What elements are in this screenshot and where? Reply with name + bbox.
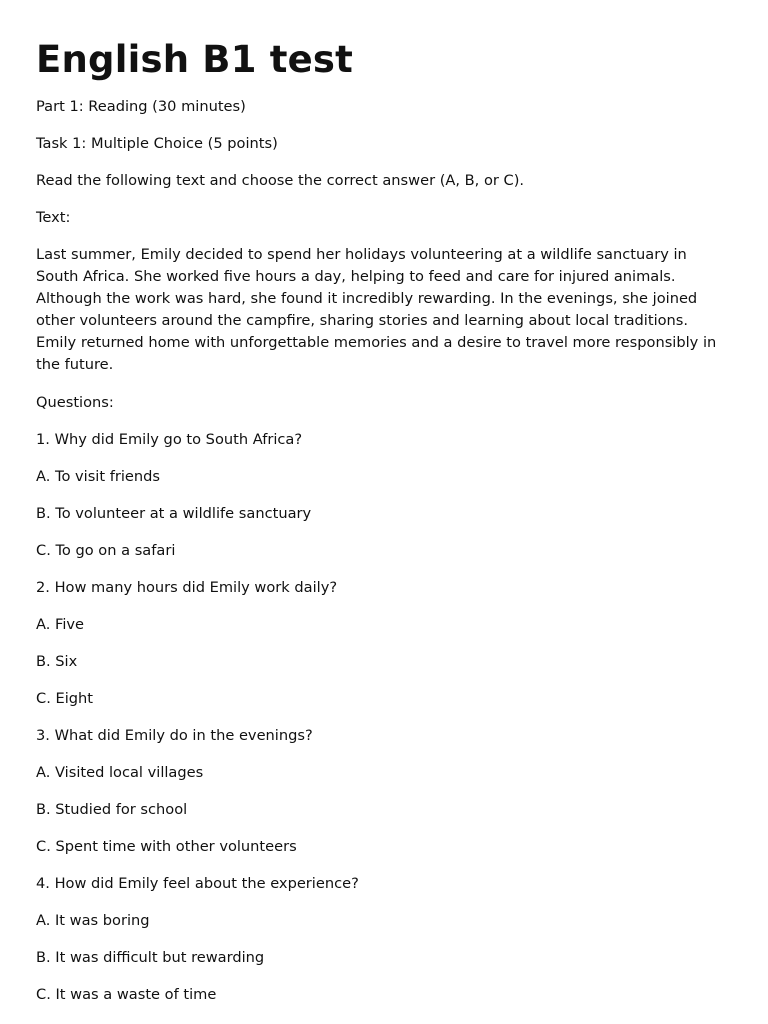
part-heading: Part 1: Reading (30 minutes) — [36, 98, 246, 115]
answer-option: C. It was a waste of time — [36, 986, 217, 1003]
answer-option: B. It was difficult but rewarding — [36, 949, 265, 966]
text-label: Text: — [36, 209, 71, 226]
answer-option: B. Six — [36, 653, 78, 670]
instructions: Read the following text and choose the correct answer (A, B, or C). — [36, 172, 525, 189]
answer-option: A. Five — [36, 616, 85, 633]
answer-option: A. Visited local villages — [36, 764, 204, 781]
answer-option: C. Eight — [36, 690, 93, 707]
answer-option: A. To visit friends — [36, 468, 161, 485]
document-title: English B1 test — [36, 38, 354, 81]
task-heading: Task 1: Multiple Choice (5 points) — [36, 135, 278, 152]
reading-passage: Last summer, Emily decided to spend her holidays volunteering at a wildlife sanctuary in South Africa. She worked five hours a day, helping to feed and care for injured animals. Although the work was hard, she found it incredibly rewarding. In the evenings, she joined other volunteers around the campfire, sharing stories and learning about local traditions. Emily returned home with unforgettable memories and a desire to travel more responsibly in the future. — [36, 246, 717, 373]
answer-option: B. Studied for school — [36, 801, 188, 818]
question-prompt: 3. What did Emily do in the evenings? — [36, 727, 313, 744]
questions-label: Questions: — [36, 394, 114, 411]
answer-option: B. To volunteer at a wildlife sanctuary — [36, 505, 312, 522]
question-prompt: 2. How many hours did Emily work daily? — [36, 579, 338, 596]
question-prompt: 4. How did Emily feel about the experience? — [36, 875, 359, 892]
question-prompt: 1. Why did Emily go to South Africa? — [36, 431, 303, 448]
answer-option: A. It was boring — [36, 912, 150, 929]
answer-option: C. Spent time with other volunteers — [36, 838, 297, 855]
answer-option: C. To go on a safari — [36, 542, 176, 559]
document — [36, 36, 726, 1021]
